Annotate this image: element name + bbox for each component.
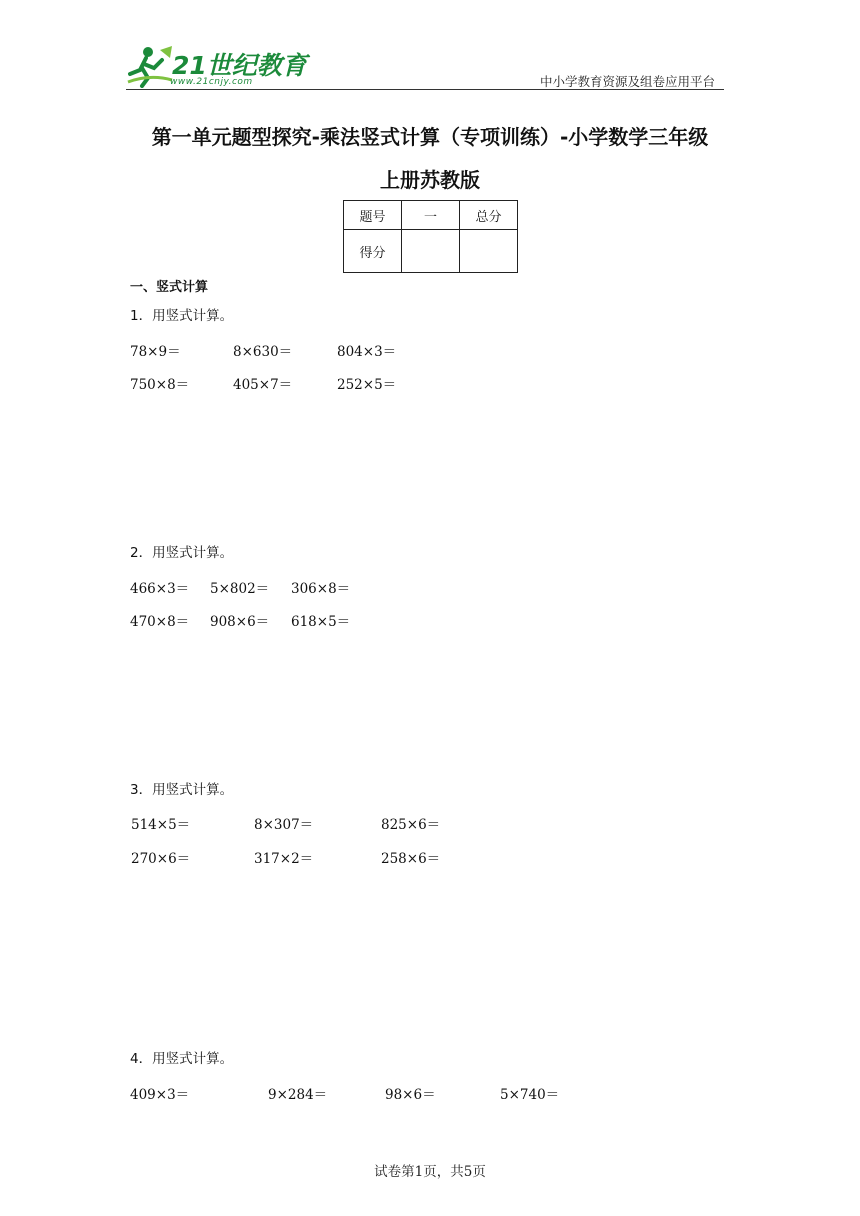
problem-item: 5×740＝ [500, 1087, 560, 1103]
problem-item: 514×5＝ [131, 817, 191, 833]
problem-item: 804×3＝ [337, 344, 397, 360]
page-title-line-2: 上册苏教版 [380, 168, 480, 192]
problem-item: 409×3＝ [130, 1087, 190, 1103]
problem-item: 618×5＝ [291, 614, 351, 630]
score-table [343, 200, 518, 273]
problem-item: 306×8＝ [291, 581, 351, 597]
problem-item: 270×6＝ [131, 851, 191, 867]
problem-item: 252×5＝ [337, 377, 397, 393]
problem-item: 908×6＝ [210, 614, 270, 630]
score-cell-section-1[interactable] [402, 230, 460, 273]
question-3-label: 3．用竖式计算。 [130, 782, 234, 798]
question-1-label: 1．用竖式计算。 [130, 308, 234, 324]
problem-item: 825×6＝ [381, 817, 441, 833]
problem-item: 8×307＝ [254, 817, 314, 833]
logo [126, 44, 307, 92]
score-table-score-row [344, 230, 518, 273]
score-table-header-total: 总分 [460, 201, 518, 230]
problem-item: 466×3＝ [130, 581, 190, 597]
page-footer: 试卷第1页，共5页 [374, 1164, 486, 1180]
problem-item: 470×8＝ [130, 614, 190, 630]
question-2-label: 2．用竖式计算。 [130, 545, 234, 561]
problem-item: 78×9＝ [130, 344, 181, 360]
problem-item: 317×2＝ [254, 851, 314, 867]
header-divider [126, 89, 724, 90]
logo-url-text: www.21cnjy.com [170, 77, 253, 87]
platform-text: 中小学教育资源及组卷应用平台 [540, 74, 716, 89]
score-cell-total[interactable] [460, 230, 518, 273]
section-heading: 一、竖式计算 [130, 280, 209, 295]
score-table-row-label: 得分 [344, 230, 402, 273]
score-table-header-section-1: 一 [402, 201, 460, 230]
runner-logo-icon [126, 44, 174, 88]
question-4-label: 4．用竖式计算。 [130, 1051, 234, 1067]
problem-item: 8×630＝ [233, 344, 293, 360]
problem-item: 405×7＝ [233, 377, 293, 393]
problem-item: 750×8＝ [130, 377, 190, 393]
problem-item: 98×6＝ [385, 1087, 436, 1103]
page-title-line-1: 第一单元题型探究-乘法竖式计算（专项训练）-小学数学三年级 [151, 125, 709, 149]
problem-item: 5×802＝ [210, 581, 270, 597]
score-table-header-question-no: 题号 [344, 201, 402, 230]
logo-text: 21世纪教育 [172, 51, 307, 80]
problem-item: 9×284＝ [268, 1087, 328, 1103]
problem-item: 258×6＝ [381, 851, 441, 867]
score-table-header-row [344, 201, 518, 230]
